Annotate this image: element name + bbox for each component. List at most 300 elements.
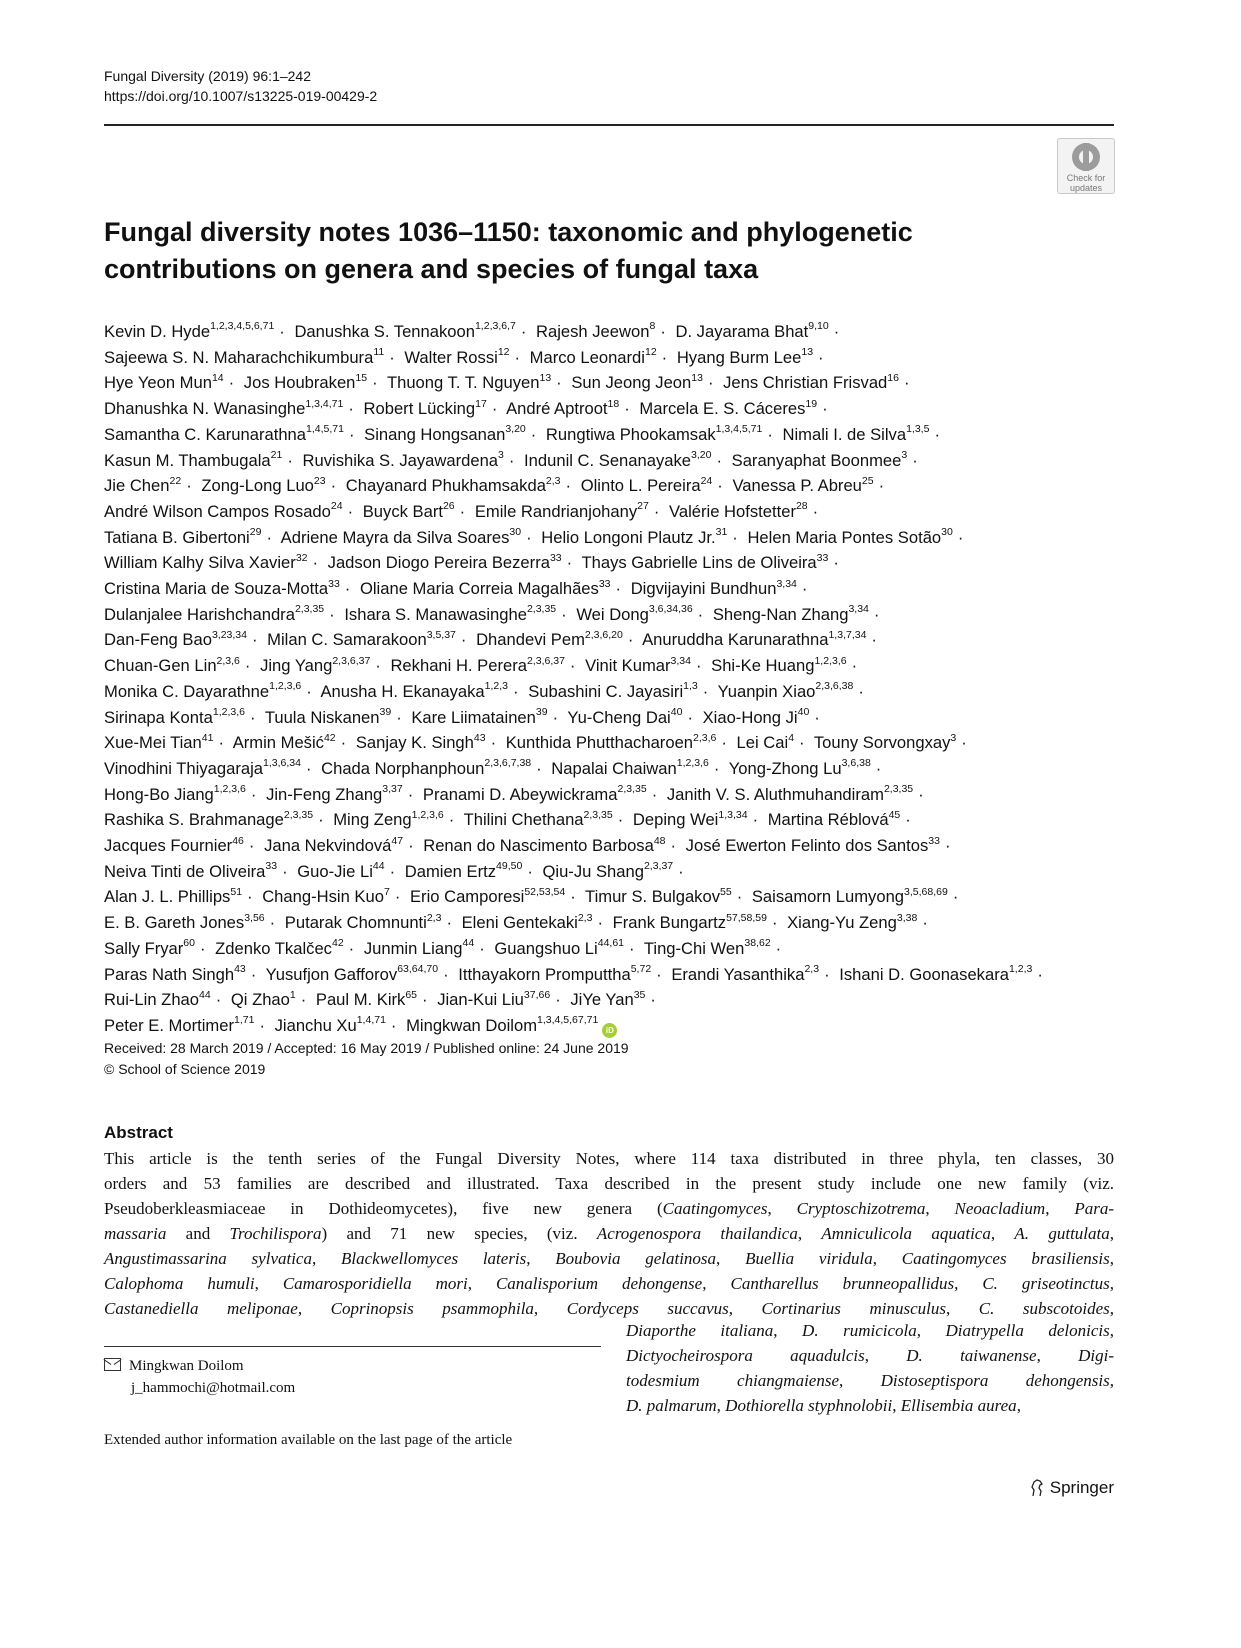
author-affiliation: 3,6,38 — [841, 757, 871, 770]
author-name — [528, 682, 698, 701]
author-name — [302, 448, 504, 470]
author-separator: · — [771, 913, 778, 933]
corresponding-author-email[interactable]: j_hammochi@hotmail.com — [131, 1380, 296, 1396]
author-affiliation: 23 — [313, 474, 326, 487]
author-name-text: Dulanjalee Harishchandra — [104, 604, 295, 624]
author-name — [390, 656, 564, 675]
author-affiliation: 44 — [199, 988, 211, 1001]
author-separator: · — [556, 373, 562, 393]
author-name — [506, 733, 717, 752]
author-affiliation: 35 — [633, 988, 646, 1001]
author-name-text: Kare Liimatainen — [411, 707, 536, 727]
author-separator: · — [1037, 964, 1043, 984]
author-name — [752, 887, 948, 906]
author-affiliation: 65 — [405, 988, 418, 1001]
orcid-icon[interactable]: iD — [602, 1023, 617, 1038]
author-separator: · — [552, 707, 559, 727]
author-affiliation: 3,34 — [776, 577, 797, 590]
author-affiliation: 57,58,59 — [726, 911, 767, 924]
author-affiliation: 1,3,6,34 — [263, 757, 301, 770]
abstract-text: , — [892, 1396, 901, 1415]
abstract-text: This article is the tenth series of the Fungal Diversity Notes, where 114 taxa distributed in three phyla, ten classes, 30 — [104, 1149, 1114, 1168]
author-separator: · — [446, 913, 452, 933]
author-name-text: Helio Longoni Plautz Jr. — [541, 527, 716, 547]
author-affiliation: 2,3,6,7,38 — [484, 757, 532, 770]
author-name — [281, 528, 521, 547]
author-name — [244, 373, 367, 392]
abstract-text: , — [716, 1396, 726, 1415]
author-separator: · — [721, 733, 727, 753]
author-name — [585, 656, 691, 675]
author-affiliation: 41 — [201, 731, 214, 744]
author-name — [464, 810, 613, 829]
author-name — [104, 553, 308, 572]
author-affiliation: 3,23,34 — [211, 628, 247, 641]
author-name — [570, 990, 645, 1009]
author-affiliation: 43 — [234, 963, 246, 976]
author-name — [686, 836, 940, 855]
author-name-text: Rashika S. Brahmanage — [104, 810, 284, 830]
author-name — [783, 425, 930, 444]
author-separator: · — [851, 656, 858, 676]
author-name — [104, 887, 242, 906]
author-affiliation: 15 — [355, 371, 368, 384]
author-name-text: Danushka S. Tennakoon — [294, 322, 475, 341]
author-affiliation: 3,6,34,36 — [648, 603, 693, 616]
crossmark-icon — [1072, 143, 1100, 171]
author-affiliation: 1,2,3,6 — [411, 808, 444, 821]
author-affiliation: 1,2,3 — [484, 680, 509, 693]
author-separator: · — [248, 836, 255, 856]
author-name-text: Tuula Niskanen — [264, 707, 380, 727]
author-separator: · — [624, 399, 630, 419]
author-name — [723, 373, 899, 392]
corresponding-author-name: Mingkwan Doilom — [129, 1358, 244, 1374]
author-name — [265, 708, 391, 727]
author-separator: · — [717, 476, 723, 496]
author-separator: · — [479, 938, 485, 958]
abstract-text: ) and 71 new species, (viz. — [321, 1224, 597, 1243]
author-affiliation: 1,2,3,6 — [269, 680, 302, 693]
author-affiliation: 3,34 — [670, 654, 691, 667]
taxon-name: Calophoma humuli — [104, 1274, 255, 1293]
abstract-text: , — [1109, 1299, 1115, 1318]
author-name — [410, 887, 565, 906]
author-affiliation: 1,2,3,6 — [814, 654, 847, 667]
author-separator: · — [348, 399, 354, 419]
abstract-text: , — [1036, 1346, 1079, 1365]
author-name — [346, 476, 561, 495]
author-separator: · — [752, 810, 759, 830]
author-name — [506, 399, 619, 418]
author-name — [729, 759, 871, 778]
author-separator: · — [491, 399, 498, 419]
author-affiliation: 40 — [797, 706, 810, 719]
author-affiliation: 33 — [816, 551, 829, 564]
abstract-text: , — [716, 1249, 746, 1268]
author-affiliation: 44 — [462, 937, 475, 950]
publication-dates — [104, 1038, 629, 1080]
author-name-text: Eleni Gentekaki — [461, 913, 578, 933]
taxon-name: C. griseotinctus — [982, 1274, 1110, 1293]
publisher-name: Springer — [1049, 1478, 1114, 1497]
author-separator: · — [508, 450, 515, 470]
journal-citation: Fungal Diversity (2019) 96:1–242 — [104, 68, 312, 84]
author-affiliation: 2,3,35 — [883, 783, 914, 796]
author-affiliation: 33 — [265, 860, 278, 873]
author-name — [713, 605, 869, 624]
abstract-text: , — [839, 1371, 881, 1390]
abstract-text: , — [945, 1299, 979, 1318]
author-name-text: Yuanpin Xiao — [717, 681, 816, 701]
author-affiliation: 55 — [720, 885, 732, 898]
author-name — [275, 1016, 386, 1035]
author-name — [839, 965, 1032, 984]
taxon-name: Cantharellus brunneopallidus — [730, 1274, 955, 1293]
taxon-name: C. subscotoides — [978, 1299, 1110, 1318]
author-name — [201, 476, 325, 495]
author-affiliation: 1 — [289, 988, 296, 1001]
taxon-name: Acrogenospora thailandica — [596, 1224, 798, 1243]
author-affiliation: 9,10 — [808, 320, 829, 333]
author-name — [260, 656, 370, 675]
author-separator: · — [513, 681, 519, 701]
author-name-text: Napalai Chaiwan — [551, 758, 677, 778]
author-separator: · — [903, 373, 910, 393]
author-separator: · — [905, 810, 911, 830]
author-affiliation: 1,3,5 — [906, 423, 930, 436]
author-name-text: Rekhani H. Perera — [390, 656, 527, 676]
author-separator: · — [822, 399, 828, 419]
author-name-text: Paras Nath Singh — [104, 964, 235, 984]
abstract-line — [104, 1246, 1114, 1271]
author-affiliation: 1,2,3,6 — [212, 706, 245, 719]
author-affiliation: 3,38 — [896, 911, 918, 924]
author-separator: · — [244, 656, 251, 676]
author-name-text: Jianchu Xu — [274, 1015, 357, 1035]
author-name-text: Guangshuo Li — [494, 938, 598, 958]
author-name-text: Rui-Lin Zhao — [104, 990, 200, 1010]
author-name-text: Indunil C. Senanayake — [524, 450, 692, 470]
author-name — [104, 862, 277, 881]
abstract-text: , — [990, 1224, 1015, 1243]
author-affiliation: 13 — [691, 371, 703, 384]
taxon-name: D. palmarum — [626, 1396, 717, 1415]
author-name — [104, 399, 343, 418]
author-name-text: William Kalhy Silva Xavier — [104, 553, 296, 573]
abstract-text: , — [1045, 1199, 1075, 1218]
author-name — [364, 399, 487, 418]
author-affiliation: 2,3,35 — [294, 603, 325, 616]
author-affiliation: 33 — [598, 577, 611, 590]
author-name-text: Itthayakorn Promputtha — [458, 964, 631, 984]
author-affiliation: 2,3,35 — [583, 808, 613, 821]
author-separator: · — [617, 810, 624, 830]
author-name-text: Subashini C. Jayasiri — [528, 681, 684, 701]
check-updates-line2: updates — [1069, 183, 1103, 193]
author-separator: · — [565, 476, 572, 496]
abstract-text: , — [1109, 1321, 1115, 1340]
author-affiliation: 3,5,37 — [426, 628, 456, 641]
author-affiliation: 51 — [230, 885, 243, 898]
author-affiliation: 43 — [473, 731, 486, 744]
author-separator: · — [422, 990, 428, 1010]
author-name-text: Nimali I. de Silva — [782, 424, 907, 444]
author-name — [711, 656, 846, 675]
author-separator: · — [266, 527, 272, 547]
abstract-text: , — [702, 1274, 731, 1293]
footnote-divider — [104, 1346, 601, 1347]
author-separator: · — [348, 424, 355, 444]
author-separator: · — [775, 938, 782, 958]
author-affiliation: 7 — [383, 885, 390, 898]
abstract-line — [104, 1171, 1114, 1196]
author-affiliation: 3 — [901, 448, 908, 461]
abstract-text: , — [467, 1274, 496, 1293]
author-separator: · — [344, 579, 351, 599]
author-affiliation: 46 — [232, 834, 244, 847]
author-affiliation: 2,3,6 — [216, 654, 240, 667]
taxon-name: A. guttulata — [1014, 1224, 1110, 1243]
author-name-text: Tatiana B. Gibertoni — [104, 527, 250, 547]
author-separator: · — [697, 604, 704, 624]
abstract-text: , — [797, 1224, 822, 1243]
author-affiliation: 24 — [700, 474, 713, 487]
author-separator: · — [218, 733, 224, 753]
abstract-text: , — [773, 1321, 803, 1340]
author-separator: · — [952, 887, 959, 907]
author-affiliation: 2,3 — [426, 911, 442, 924]
author-name-text: Dan-Feng Bao — [104, 630, 212, 650]
author-separator: · — [526, 527, 532, 547]
abstract-line — [104, 1271, 1114, 1296]
author-separator: · — [833, 553, 839, 573]
author-name — [285, 913, 442, 932]
author-affiliation: 30 — [509, 526, 522, 539]
article-title — [104, 214, 1044, 288]
author-name — [104, 528, 261, 547]
author-name — [703, 708, 810, 727]
abstract-line — [104, 1146, 1114, 1171]
author-name-text: Touny Sorvongxay — [813, 733, 951, 753]
author-name-text: Ming Zeng — [333, 810, 412, 830]
author-separator: · — [390, 1015, 397, 1035]
abstract-text: Pseudoberkleasmiaceae in Dothideomycetes), five new genera ( — [104, 1199, 663, 1218]
author-name-text: Marcela E. S. Cáceres — [639, 399, 806, 419]
author-affiliation: 1,3,4,5,71 — [715, 423, 763, 436]
author-affiliation: 12 — [644, 346, 657, 359]
author-separator: · — [250, 964, 257, 984]
author-separator: · — [394, 887, 401, 907]
taxon-name: Canalisporium dehongense — [495, 1274, 703, 1293]
author-name — [320, 682, 508, 701]
author-name — [411, 708, 547, 727]
author-separator: · — [460, 630, 467, 650]
check-for-updates-badge[interactable] — [1057, 138, 1115, 194]
author-separator: · — [814, 707, 820, 727]
author-separator: · — [251, 630, 258, 650]
author-separator: · — [707, 373, 714, 393]
author-name — [671, 965, 819, 984]
author-name-text: Kevin D. Hyde — [104, 322, 211, 341]
author-name-text: Saranyaphat Boonmee — [731, 450, 902, 470]
author-name — [747, 528, 952, 547]
author-name — [316, 990, 417, 1009]
abstract-text: , — [533, 1299, 567, 1318]
author-name — [215, 939, 344, 958]
author-separator: · — [269, 913, 276, 933]
author-name — [732, 476, 873, 495]
author-separator: · — [561, 604, 567, 624]
author-name — [476, 630, 623, 649]
author-name-text: Pranami D. Abeywickrama — [422, 784, 618, 804]
author-name-text: Thilini Chethana — [463, 810, 584, 830]
author-affiliation: 5,72 — [630, 963, 652, 976]
author-name-text: Mingkwan Doilom — [406, 1015, 538, 1035]
author-name-text: Anusha H. Ekanayaka — [320, 681, 485, 701]
author-name — [104, 630, 247, 649]
author-name-text: Saisamorn Lumyong — [751, 887, 905, 907]
abstract-heading: Abstract — [104, 1123, 173, 1142]
taxon-name: Dictyocheirospora aquadulcis — [626, 1346, 865, 1365]
author-separator: · — [389, 347, 395, 367]
author-affiliation: 29 — [249, 526, 262, 539]
author-name — [104, 448, 283, 470]
author-name — [104, 579, 340, 598]
author-name — [266, 965, 438, 984]
abstract-line — [626, 1318, 1114, 1343]
taxon-name: massaria — [104, 1224, 167, 1243]
header-divider — [104, 124, 1114, 126]
author-separator: · — [961, 733, 967, 753]
taxon-name: Neoacladium — [954, 1199, 1046, 1218]
author-name-text: Deping Wei — [632, 810, 719, 830]
author-separator: · — [347, 501, 354, 521]
author-name-text: Ishani D. Goonasekara — [839, 964, 1009, 984]
author-separator: · — [389, 861, 396, 881]
author-name-text: Ishara S. Manawasinghe — [344, 604, 527, 624]
author-separator: · — [695, 656, 702, 676]
taxon-name: Cortinarius minusculus — [761, 1299, 946, 1318]
author-separator: · — [767, 424, 773, 444]
author-name-text: Jens Christian Frisvad — [723, 373, 888, 393]
author-separator: · — [490, 733, 497, 753]
author-affiliation: 2,3,37 — [643, 860, 674, 873]
author-affiliation: 13 — [539, 371, 552, 384]
author-separator: · — [871, 630, 877, 650]
author-affiliation: 3,56 — [244, 911, 265, 924]
author-name-text: Hong-Bo Jiang — [104, 784, 214, 804]
author-name — [462, 913, 593, 932]
abstract-text: orders and 53 families are described and illustrated. Taxa described in the present study include one new family (viz. — [104, 1174, 1114, 1193]
author-separator: · — [247, 887, 253, 907]
author-name-text: Vinodhini Thiyagaraja — [104, 758, 263, 778]
author-separator: · — [306, 681, 312, 701]
author-name — [541, 528, 727, 547]
author-separator: · — [812, 501, 819, 521]
author-separator: · — [653, 501, 660, 521]
author-affiliation: 49,50 — [496, 860, 523, 873]
author-name — [104, 656, 240, 675]
author-separator: · — [651, 784, 658, 804]
author-affiliation: 40 — [670, 706, 683, 719]
author-name — [585, 887, 732, 906]
author-affiliation: 47 — [391, 834, 404, 847]
author-name — [437, 990, 550, 1009]
author-name-text: Emile Randrianjohany — [474, 501, 638, 521]
author-name-text: Chada Norphanphoun — [321, 758, 485, 778]
taxon-name: Amniculicola aquatica — [821, 1224, 991, 1243]
author-affiliation: 21 — [270, 448, 283, 461]
author-name — [639, 399, 817, 418]
author-separator: · — [443, 964, 449, 984]
author-name-text: Helen Maria Pontes Sotão — [747, 527, 942, 547]
author-separator: · — [249, 707, 256, 727]
author-name-text: Jadson Diogo Pereira Bezerra — [327, 553, 550, 573]
doi-link[interactable]: https://doi.org/10.1007/s13225-019-00429-2 — [104, 88, 378, 104]
author-separator: · — [716, 450, 722, 470]
author-affiliation: 33 — [928, 834, 940, 847]
abstract-text: , — [728, 1299, 762, 1318]
author-affiliation: 2,3,6,20 — [584, 628, 623, 641]
author-affiliation: 30 — [941, 526, 953, 539]
taxon-name: Trochilispora — [229, 1224, 322, 1243]
author-affiliation: 25 — [861, 474, 874, 487]
author-name-text: Janith V. S. Aluthmuhandiram — [666, 784, 884, 804]
corresponding-author — [104, 1355, 295, 1399]
author-name — [104, 785, 246, 804]
author-name-text: Monika C. Dayarathne — [104, 681, 270, 701]
author-name-text: Sheng-Nan Zhang — [712, 604, 849, 624]
abstract-line — [104, 1196, 1114, 1221]
abstract-line — [104, 1221, 1114, 1246]
author-name-text: Dhanushka N. Wanasinghe — [104, 399, 306, 419]
copyright-notice: © School of Science 2019 — [104, 1061, 266, 1077]
author-name — [536, 322, 655, 341]
abstract-line — [626, 1343, 1114, 1368]
taxon-name: Caatingomyces brasiliensis — [901, 1249, 1110, 1268]
author-name-text: Neiva Tinti de Oliveira — [104, 861, 266, 881]
taxon-name: Diatrypella delonicis — [945, 1321, 1110, 1340]
author-affiliation: 11 — [373, 346, 385, 359]
author-affiliation: 44 — [372, 860, 385, 873]
author-name-text: Timur S. Bulgakov — [585, 887, 720, 907]
author-name-text: Xiang-Yu Zeng — [787, 913, 897, 933]
author-name-text: Frank Bungartz — [612, 913, 727, 933]
author-name-text: Wei Dong — [576, 604, 649, 624]
author-name-text: Walter Rossi — [404, 347, 498, 367]
author-name — [814, 733, 956, 752]
author-separator: · — [530, 424, 537, 444]
author-affiliation: 16 — [887, 371, 899, 384]
author-name-text: Kunthida Phutthacharoen — [505, 733, 694, 753]
author-name-text: André Wilson Campos Rosado — [104, 501, 331, 521]
author-name — [264, 836, 403, 855]
author-affiliation: 22 — [169, 474, 182, 487]
author-separator: · — [186, 476, 192, 496]
author-separator: · — [408, 836, 414, 856]
author-separator: · — [372, 373, 378, 393]
author-name-text: Ting-Chi Wen — [643, 938, 745, 958]
author-name-text: Xue-Mei Tian — [104, 733, 202, 753]
author-name-text: Guo-Jie Li — [297, 861, 373, 881]
author-separator: · — [922, 913, 928, 933]
author-name-text: D. Jayarama Bhat — [675, 322, 809, 341]
author-separator: · — [878, 476, 885, 496]
author-name-text: Jian-Kui Liu — [437, 990, 524, 1010]
author-affiliation: 13 — [801, 346, 814, 359]
author-name-text: Jie Chen — [104, 476, 170, 496]
